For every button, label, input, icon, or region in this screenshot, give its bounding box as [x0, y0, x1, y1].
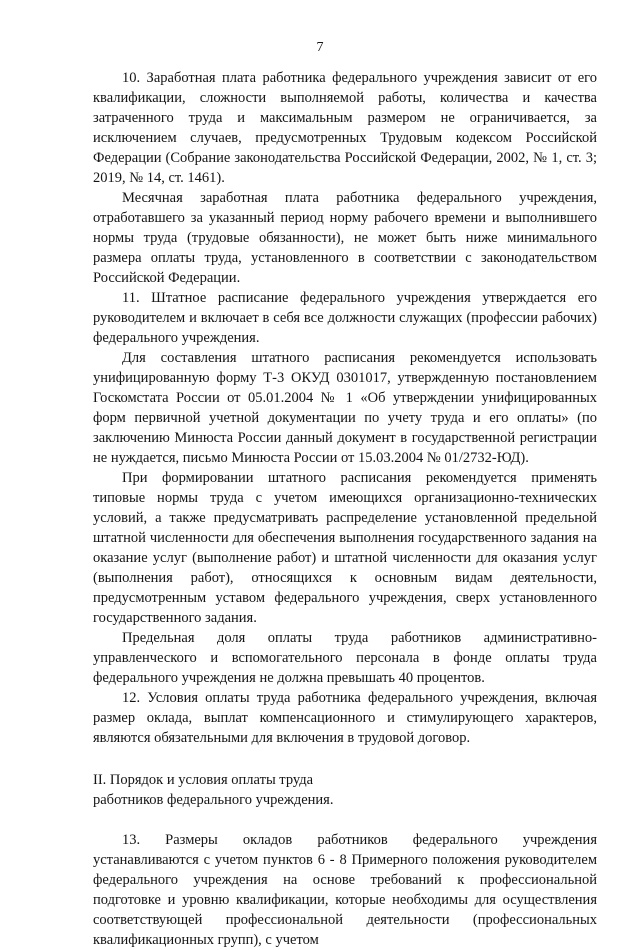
- paragraph-12: 12. Условия оплаты труда работника федерального учреждения, включая размер оклада, выплат компенсационного и стимулирующего характеров, являются обязательными для включения в трудовой договор.: [93, 690, 597, 746]
- document-body: [93, 68, 597, 950]
- section-heading-line-2: работников федерального учреждения.: [93, 792, 334, 808]
- paragraph-11-labor-norms: При формировании штатного расписания рекомендуется применять типовые нормы труда с учетом имеющихся организационно-технических условий, а также предусматривать распределение установленной предельной штатной численности для обеспечения выполнения государственного задания на оказание услуг (выполнение работ) и штатной численности для оказания услуг (выполнения работ), относящихся к основным видам деятельности, предусмотренным уставом федерального учреждения, сверх установленного государственного задания.: [93, 470, 597, 626]
- paragraph-13: 13. Размеры окладов работников федерального учреждения устанавливаются с учетом пунктов 6 - 8 Примерного положения руководителем федерального учреждения на основе требований к профессиональной подготовке и уровню квалификации, которые необходимы для осуществления соответствующей профессиональной деятельности (профессиональных квалификационных групп), с учетом: [93, 832, 597, 948]
- paragraph-11: 11. Штатное расписание федерального учреждения утверждается его руководителем и включает в себя все должности служащих (профессии рабочих) федерального учреждения.: [93, 290, 597, 346]
- paragraph-11-staffing-form: Для составления штатного расписания рекомендуется использовать унифицированную форму Т-3 ОКУД 0301017, утвержденную постановлением Госкомстата России от 05.01.2004 № 1 «Об утверждении унифицированных форм первичной учетной документации по учету труда и его оплаты» (по заключению Минюста России данный документ в государственной регистрации не нуждается, письмо Минюста России от 15.03.2004 № 01/2732-ЮД).: [93, 350, 597, 466]
- paragraph-10-monthly-pay: Месячная заработная плата работника федерального учреждения, отработавшего за указанный период норму рабочего времени и выполнившего нормы труда (трудовые обязанности), не может быть ниже минимального размера оплаты труда, установленного в соответствии с законодательством Российской Федерации.: [93, 190, 597, 286]
- paragraph-11-admin-share: Предельная доля оплаты труда работников административно-управленческого и вспомогательного персонала в фонде оплаты труда федерального учреждения не должна превышать 40 процентов.: [93, 630, 597, 686]
- section-heading-line-1: II. Порядок и условия оплаты труда: [93, 772, 314, 788]
- section-heading: [93, 770, 597, 810]
- paragraph-10: 10. Заработная плата работника федерального учреждения зависит от его квалификации, сложности выполняемой работы, количества и качества затраченного труда и максимальным размером не ограничивается, за исключением случаев, предусмотренных Трудовым кодексом Российской Федерации (Собрание законодательства Российской Федерации, 2002, № 1, ст. 3; 2019, № 14, ст. 1461).: [93, 70, 597, 186]
- page-number: 7: [316, 40, 324, 55]
